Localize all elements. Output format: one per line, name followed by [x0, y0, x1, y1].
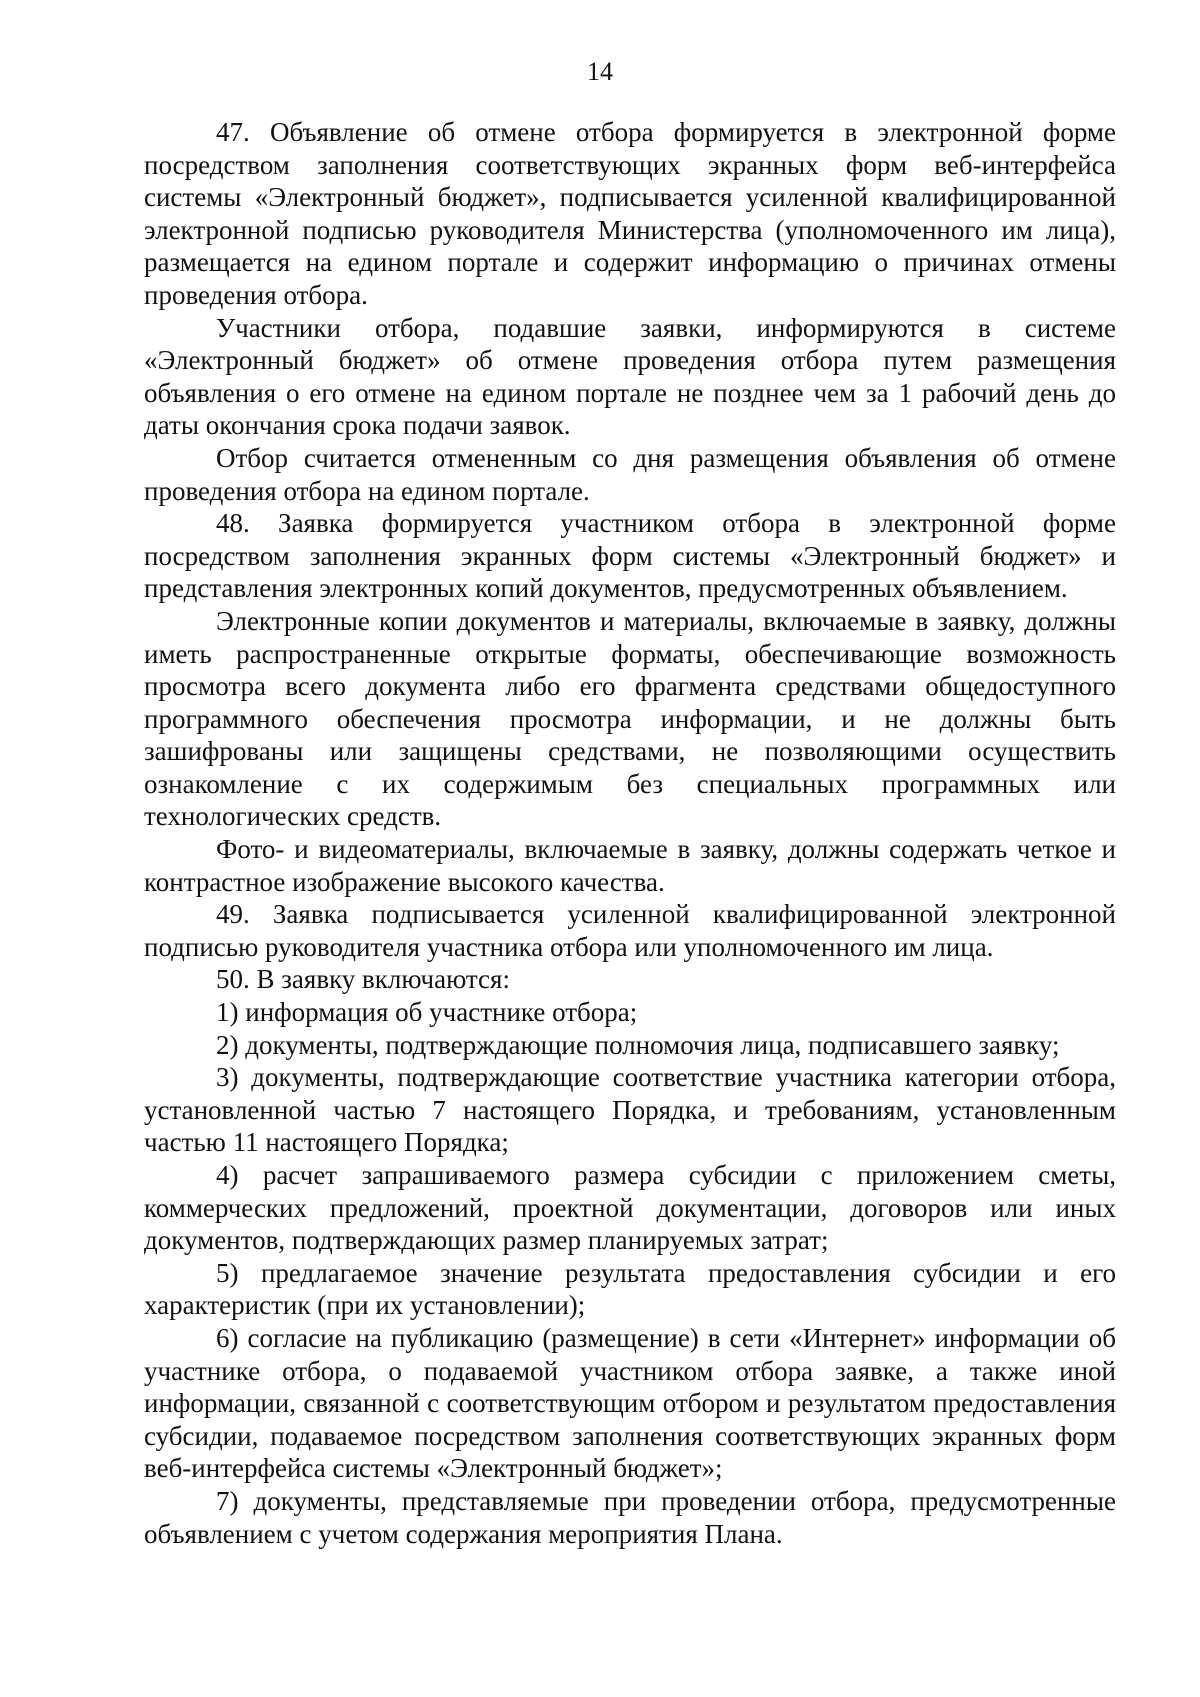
list-item-3: 3) документы, подтверждающие соответствие участника категории отбора, установленной частью 7 настоящего Порядка, и требованиям, установленным частью 11 настоящего Порядка;: [144, 1062, 1116, 1158]
list-item-1: 1) информация об участнике отбора;: [216, 997, 638, 1028]
page-number: 14: [587, 57, 613, 86]
paragraph-49: 49. Заявка подписывается усиленной квалифицированной электронной подписью руководителя участника отбора или уполномоченного им лица.: [144, 899, 1116, 962]
list-item-5: 5) предлагаемое значение результата предоставления субсидии и его характеристик (при их установлении);: [144, 1257, 1116, 1321]
paragraph-47: 47. Объявление об отмене отбора формируется в электронной форме посредством заполнения соответствующих экранных форм веб-интерфейса системы «Электронный бюджет», подписывается усиленной квалифицированной электронной подписью руководителя Министерства (уполномоченного им лица), размещается на едином портале и содержит информацию о причинах отмены проведения отбора.: [144, 117, 1116, 310]
paragraph-selection-cancelled: Отбор считается отмененным со дня размещения объявления об отмене проведения отбора на едином портале.: [144, 442, 1116, 506]
paragraph-participants-notice: Участники отбора, подавшие заявки, информируются в системе «Электронный бюджет» об отмене проведения отбора путем размещения объявления о его отмене на едином портале не позднее чем за 1 рабочий день до даты окончания срока подачи заявок.: [144, 312, 1116, 441]
paragraph-50: 50. В заявку включаются:: [216, 964, 510, 995]
paragraph-photo-video: Фото- и видеоматериалы, включаемые в заявку, должны содержать четкое и контрастное изображение высокого качества.: [144, 834, 1116, 897]
list-item-6: 6) согласие на публикацию (размещение) в сети «Интернет» информации об участнике отбора, о подаваемой участником отбора заявке, а также иной информации, связанной с соответствующим отбором и результатом предоставления субсидии, подаваемое посредством заполнения соответствующих экранных форм веб-интерфейса системы «Электронный бюджет»;: [144, 1322, 1116, 1484]
list-item-2: 2) документы, подтверждающие полномочия лица, подписавшего заявку;: [216, 1029, 1060, 1060]
list-item-7: 7) документы, представляемые при проведении отбора, предусмотренные объявлением с учетом содержания мероприятия Плана.: [144, 1485, 1116, 1549]
paragraph-48: 48. Заявка формируется участником отбора в электронной форме посредством заполнения экранных форм системы «Электронный бюджет» и представления электронных копий документов, предусмотренных объявлением.: [144, 508, 1116, 604]
paragraph-electronic-copies: Электронные копии документов и материалы, включаемые в заявку, должны иметь распространенные открытые форматы, обеспечивающие возможность просмотра всего документа либо его фрагмента средствами общедоступного программного обеспечения просмотра информации, и не должны быть зашифрованы или защищены средствами, не позволяющими осуществить ознакомление с их содержимым без специальных программных или технологических средств.: [144, 605, 1116, 832]
document-body: [144, 116, 1116, 1550]
list-item-4: 4) расчет запрашиваемого размера субсидии с приложением сметы, коммерческих предложений, проектной документации, договоров или иных документов, подтверждающих размер планируемых затрат;: [144, 1160, 1116, 1256]
